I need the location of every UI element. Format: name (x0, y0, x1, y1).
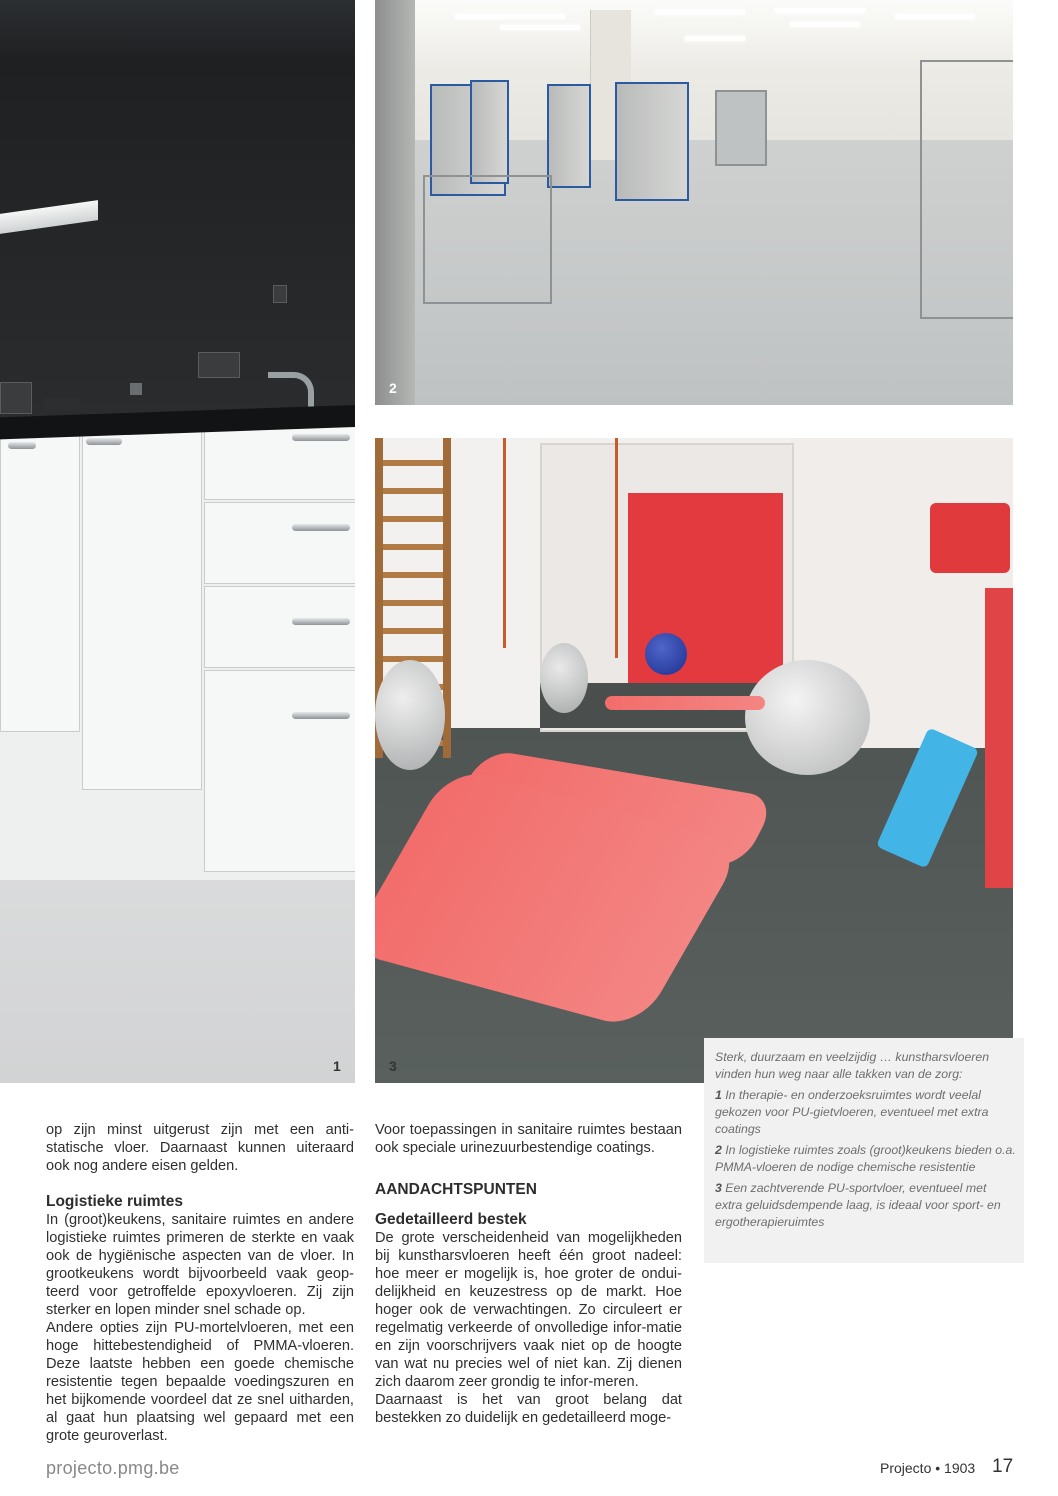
paragraph: In (groot)keukens, sanitaire ruimtes en andere logistieke ruimtes primeren de sterkte en vaak ook de hygiënische aspecten van de vloer. In grootkeukens wordt bijvoorbeeld vaak geop-teerd voor getroffelde epoxyvloeren. Zij zijn sterker en lopen minder snel schade op. (46, 1212, 354, 1318)
caption-text: In therapie- en onderzoeksruimtes wordt veelal gekozen voor PU-gietvloeren, eventueel met extra coatings (715, 1088, 989, 1136)
exercise-ball (540, 643, 588, 713)
exercise-mat-reflection (605, 696, 765, 710)
cabinets (0, 420, 355, 880)
steel-table (715, 90, 767, 166)
page-number: 17 (992, 1456, 1014, 1477)
steel-trolley (423, 175, 552, 304)
caption-text: Een zachtverende PU-sportvloer, eventueel met extra geluidsdempende laag, is ideaal voor sport- en ergotherapieruimtes (715, 1181, 1001, 1229)
exercise-ball-blue (645, 633, 687, 675)
wall-socket (198, 352, 240, 378)
power-adapter (45, 398, 80, 410)
photo-therapy-room (375, 438, 1013, 1083)
food-cart (615, 82, 689, 201)
suspension-strap (503, 438, 506, 648)
ceiling-light (895, 14, 975, 19)
left-cabinet (375, 0, 415, 405)
faucet (268, 372, 314, 408)
ceiling-light (455, 14, 565, 19)
photo-number: 2 (389, 380, 397, 396)
section-heading: Logistieke ruimtes (46, 1193, 183, 1210)
photo-number: 1 (333, 1058, 341, 1074)
caption-item (715, 1142, 1017, 1176)
caption-intro: Sterk, duurzaam en veelzijdig … kunstharsvloeren vinden hun weg naar alle takken van de zorg: (715, 1050, 990, 1081)
photo-caption (715, 1049, 1017, 1235)
photo-logistics-hall (375, 0, 1013, 405)
photo-number: 3 (389, 1058, 397, 1074)
section-heading: Gedetailleerd bestek (375, 1211, 527, 1228)
caption-item (715, 1087, 1017, 1138)
wall-switch (273, 285, 287, 303)
food-cart (547, 84, 591, 188)
section-title: AANDACHTSPUNTEN (375, 1181, 537, 1198)
paragraph: Daarnaast is het van groot belang dat bestekken zo duidelijk en gedetailleerd moge- (375, 1392, 682, 1426)
caption-number: 1 (715, 1088, 722, 1102)
caption-text: In logistieke ruimtes zoals (groot)keukens bieden o.a. PMMA-vloeren de nodige chemische resistentie (715, 1143, 1016, 1174)
exercise-ball (745, 660, 870, 775)
caption-number: 2 (715, 1143, 722, 1157)
red-bucket (930, 503, 1010, 573)
ceiling-light (775, 8, 865, 13)
website-link[interactable]: projecto.pmg.be (46, 1458, 180, 1478)
power-plug (130, 383, 142, 395)
paragraph: op zijn minst uitgerust zijn met een anti-statische vloer. Daarnaast kunnen uiteraard ook nog andere eisen gelden. (46, 1122, 354, 1174)
exercise-ball (375, 660, 445, 770)
ceiling-light (500, 25, 580, 30)
text-column-left (46, 1121, 354, 1445)
ceiling (0, 0, 355, 60)
red-cushion (985, 588, 1013, 888)
ceiling-light (790, 22, 860, 27)
photo-kitchen (0, 0, 355, 1083)
ceiling-light (655, 10, 745, 15)
magazine-issue: Projecto • 1903 (880, 1460, 976, 1476)
paragraph: Voor toepassingen in sanitaire ruimtes bestaan ook speciale urinezuurbestendige coatings. (375, 1122, 682, 1156)
wall-socket (0, 382, 32, 414)
text-column-middle (375, 1121, 682, 1427)
paragraph: De grote verscheidenheid van mogelijkheden bij kunstharsvloeren heeft één groot nadeel: hoe meer er mogelijk is, hoe groter de ondui-delijkheid en keuzestress op de markt. Hoe hoger ook de verwachtingen. Zo circuleert er regelmatig verkeerde of onvolledige infor-matie en zijn voorschrijvers vaak niet op de hoogte van wat nu precies wel of niet kan. Zij dienen zich daarom zeer grondig te infor-meren. (375, 1230, 682, 1390)
steel-shelving (920, 60, 1013, 319)
food-cart (470, 80, 509, 184)
caption-number: 3 (715, 1181, 722, 1195)
paragraph: Andere opties zijn PU-mortelvloeren, met een hoge hittebestendigheid of PMMA-vloeren. Deze laatste hebben een goede chemische resistentie tegen bepaalde voedingszuren en het bijkomende voordeel dat ze snel uitharden, al gaat hun plaatsing wel gepaard met een grote geuroverlast. (46, 1320, 354, 1444)
suspension-strap (615, 438, 618, 658)
ceiling-light (685, 36, 745, 41)
caption-item (715, 1180, 1017, 1231)
